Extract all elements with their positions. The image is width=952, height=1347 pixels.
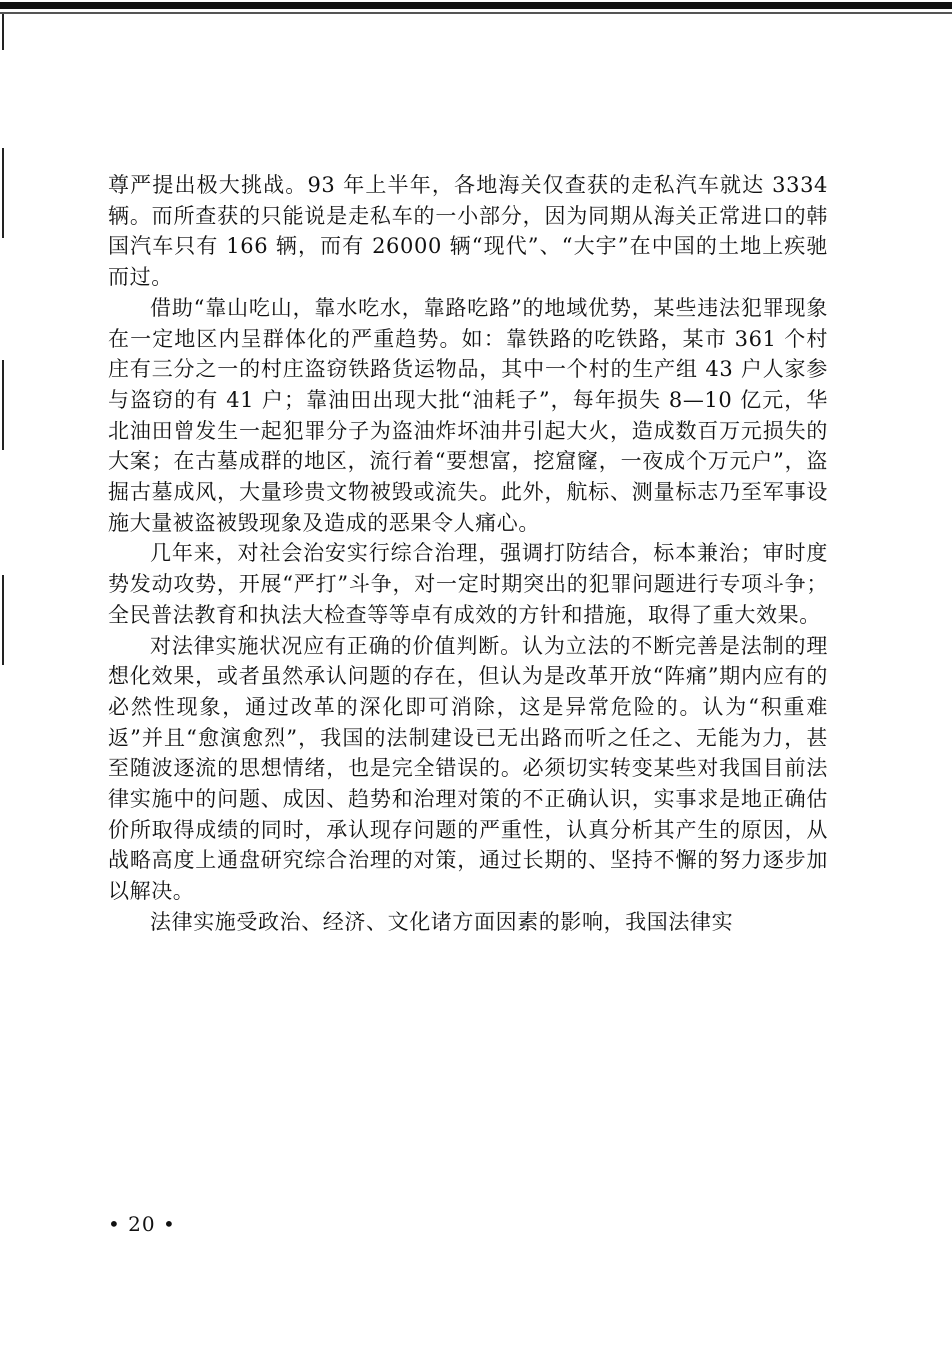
- page-number: • 20 •: [108, 1212, 176, 1236]
- paragraph: 借助“靠山吃山，靠水吃水，靠路吃路”的地域优势，某些违法犯罪现象在一定地区内呈群体化的严重趋势。如：靠铁路的吃铁路，某市 361 个村庄有三分之一的村庄盗窃铁路货运物品，其中一个村的生产组 43 户人家参与盗窃的有 41 户；靠油田出现大批“油耗子”，每年损失 8—10 亿元，华北油田曾发生一起犯罪分子为盗油炸坏油井引起大火，造成数百万元损失的大案；在古墓成群的地区，流行着“要想富，挖窟窿，一夜成个万元户”，盗掘古墓成风，大量珍贵文物被毁或流失。此外，航标、测量标志乃至军事设施大量被盗被毁现象及造成的恶果令人痛心。: [108, 295, 828, 535]
- margin-mark: [2, 148, 4, 238]
- paragraph: 对法律实施状况应有正确的价值判断。认为立法的不断完善是法制的理想化效果，或者虽然承认问题的存在，但认为是改革开放“阵痛”期内应有的必然性现象，通过改革的深化即可消除，这是异常危险的。认为“积重难返”并且“愈演愈烈”，我国的法制建设已无出路而听之任之、无能为力，甚至随波逐流的思想情绪，也是完全错误的。必须切实转变某些对我国目前法律实施中的问题、成因、趋势和治理对策的不正确认识，实事求是地正确估价所取得成绩的同时，承认现存问题的严重性，认真分析其产生的原因，从战略高度上通盘研究综合治理的对策，通过长期的、坚持不懈的努力逐步加以解决。: [108, 633, 828, 904]
- margin-mark: [2, 360, 4, 450]
- paragraph: 几年来，对社会治安实行综合治理，强调打防结合，标本兼治；审时度势发动攻势，开展“严打”斗争，对一定时期突出的犯罪问题进行专项斗争；全民普法教育和执法大检查等等卓有成效的方针和措施，取得了重大效果。: [108, 541, 828, 627]
- page-body: [108, 170, 828, 938]
- paragraph: 法律实施受政治、经济、文化诸方面因素的影响，我国法律实: [150, 909, 734, 934]
- paragraph-continued: 尊严提出极大挑战。93 年上半年，各地海关仅查获的走私汽车就达 3334 辆。而所查获的只能说是走私车的一小部分，因为同期从海关正常进口的韩国汽车只有 166 辆，而有 26000 辆“现代”、“大宇”在中国的土地上疾驰而过。: [108, 173, 828, 290]
- top-border-rule: [0, 2, 952, 9]
- margin-mark: [2, 575, 4, 665]
- top-border-rule-thin: [0, 12, 952, 14]
- margin-mark: [2, 14, 4, 50]
